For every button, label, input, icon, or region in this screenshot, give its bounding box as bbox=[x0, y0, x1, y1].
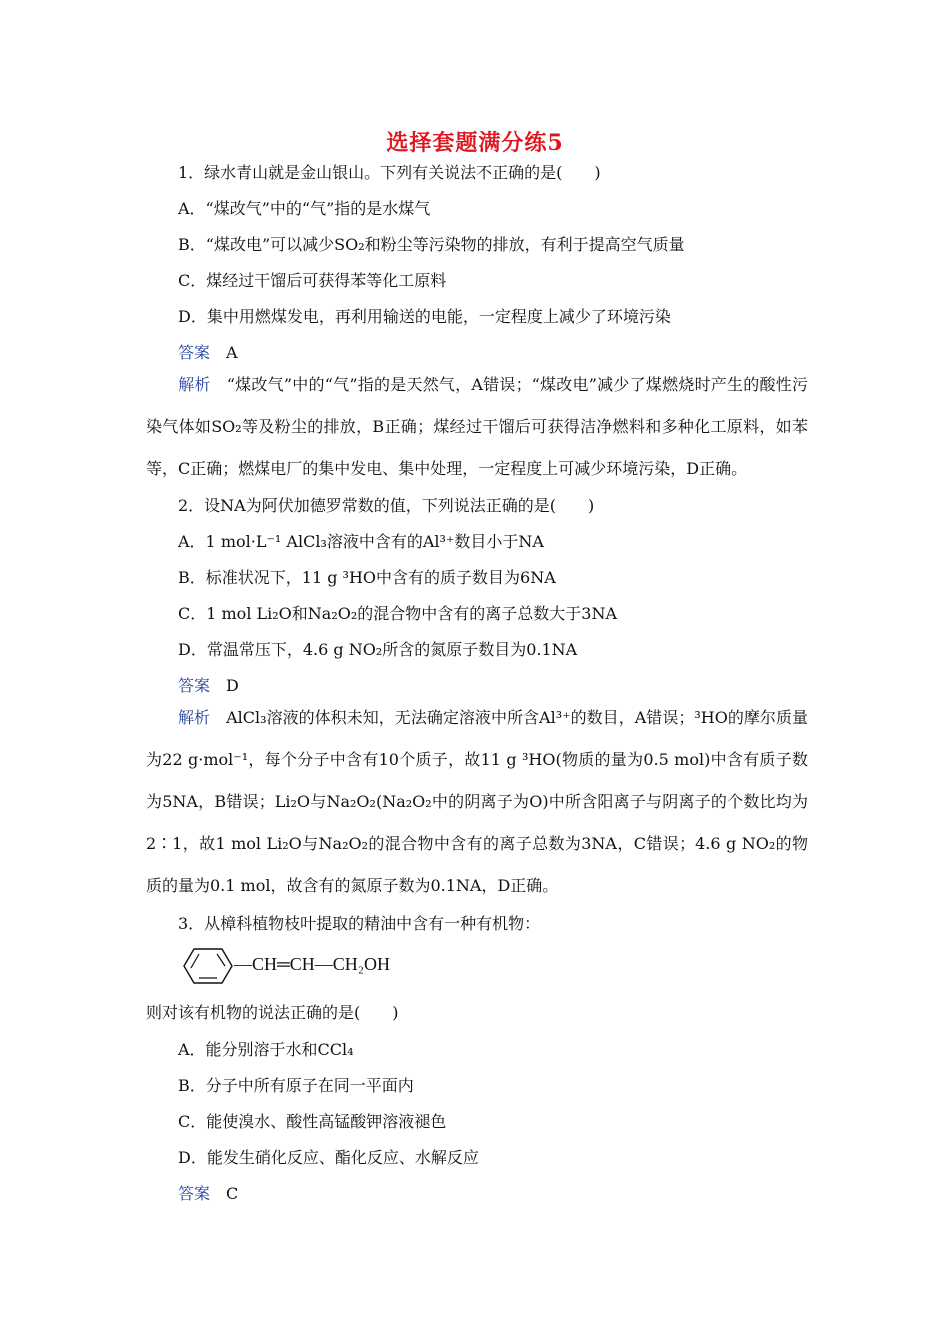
q2-option-b: B．标准状况下，11 g ³HO中含有的质子数目为6NA bbox=[178, 568, 556, 587]
q3-stem: 3．从樟科植物枝叶提取的精油中含有一种有机物： bbox=[178, 914, 541, 933]
q1-option-d: D．集中用燃煤发电，再利用输送的电能，一定程度上减少了环境污染 bbox=[178, 307, 671, 326]
q1-option-c: C．煤经过干馏后可获得苯等化工原料 bbox=[178, 271, 447, 290]
q2-option-c: C．1 mol Li₂O和Na₂O₂的混合物中含有的离子总数大于3NA bbox=[178, 604, 618, 623]
structural-formula bbox=[178, 944, 478, 992]
analysis-text: AlCl₃溶液的体积未知，无法确定溶液中所含Al³⁺的数目，A错误；³HO的摩尔质量为22 g·mol⁻¹，每个分子中含有10个质子，故11 g ³HO(物质的量为0.5 mol)中含有质子数为5NA，B错误；Li₂O与Na₂O₂(Na₂O₂中的阴离子为O)中所含阳离子与阴离子的个数比均为2∶1，故1 mol Li₂O与Na₂O₂的混合物中含有的离子总数为3NA，C错误；4.6 g NO₂的物质的量为0.1 mol，故含有的氮原子数为0.1NA，D正确。 bbox=[146, 708, 808, 895]
q1-answer bbox=[178, 340, 238, 363]
q3-answer bbox=[178, 1181, 238, 1204]
q2-stem: 2．设NA为阿伏加德罗常数的值，下列说法正确的是( ) bbox=[178, 496, 595, 515]
q1-stem: 1．绿水青山就是金山银山。下列有关说法不正确的是( ) bbox=[178, 163, 601, 182]
q3-question: 则对该有机物的说法正确的是( ) bbox=[146, 1003, 399, 1022]
q1-option-a: A．“煤改气”中的“气”指的是水煤气 bbox=[178, 199, 431, 218]
q2-analysis bbox=[146, 697, 808, 907]
q3-option-b: B．分子中所有原子在同一平面内 bbox=[178, 1076, 414, 1095]
answer-label: 答案 bbox=[178, 1184, 211, 1203]
q2-answer bbox=[178, 673, 239, 696]
page-title: 选择套题满分练5 bbox=[386, 130, 564, 156]
answer-value: A bbox=[226, 343, 238, 362]
q1-option-b: B．“煤改电”可以减少SO₂和粉尘等污染物的排放，有利于提高空气质量 bbox=[178, 235, 685, 254]
analysis-label: 解析 bbox=[178, 375, 211, 394]
q1-analysis bbox=[146, 364, 808, 490]
q3-option-d: D．能发生硝化反应、酯化反应、水解反应 bbox=[178, 1148, 479, 1167]
answer-value: C bbox=[226, 1184, 239, 1203]
analysis-label: 解析 bbox=[178, 708, 211, 727]
q2-option-d: D．常温常压下，4.6 g NO₂所含的氮原子数目为0.1NA bbox=[178, 640, 578, 659]
analysis-text: “煤改气”中的“气”指的是天然气，A错误；“煤改电”减少了煤燃烧时产生的酸性污染气体如SO₂等及粉尘的排放，B正确；煤经过干馏后可获得洁净燃料和多种化工原料，如苯等，C正确；燃煤电厂的集中发电、集中处理，一定程度上可减少环境污染，D正确。 bbox=[146, 375, 808, 478]
answer-label: 答案 bbox=[178, 343, 211, 362]
side-chain-formula: —CH═CH—CH₂OH bbox=[234, 954, 391, 974]
answer-value: D bbox=[226, 676, 239, 695]
q3-option-c: C．能使溴水、酸性高锰酸钾溶液褪色 bbox=[178, 1112, 447, 1131]
answer-label: 答案 bbox=[178, 676, 211, 695]
q2-option-a: A．1 mol·L⁻¹ AlCl₃溶液中含有的Al³⁺数目小于NA bbox=[178, 532, 544, 551]
q3-option-a: A．能分别溶于水和CCl₄ bbox=[178, 1040, 354, 1059]
